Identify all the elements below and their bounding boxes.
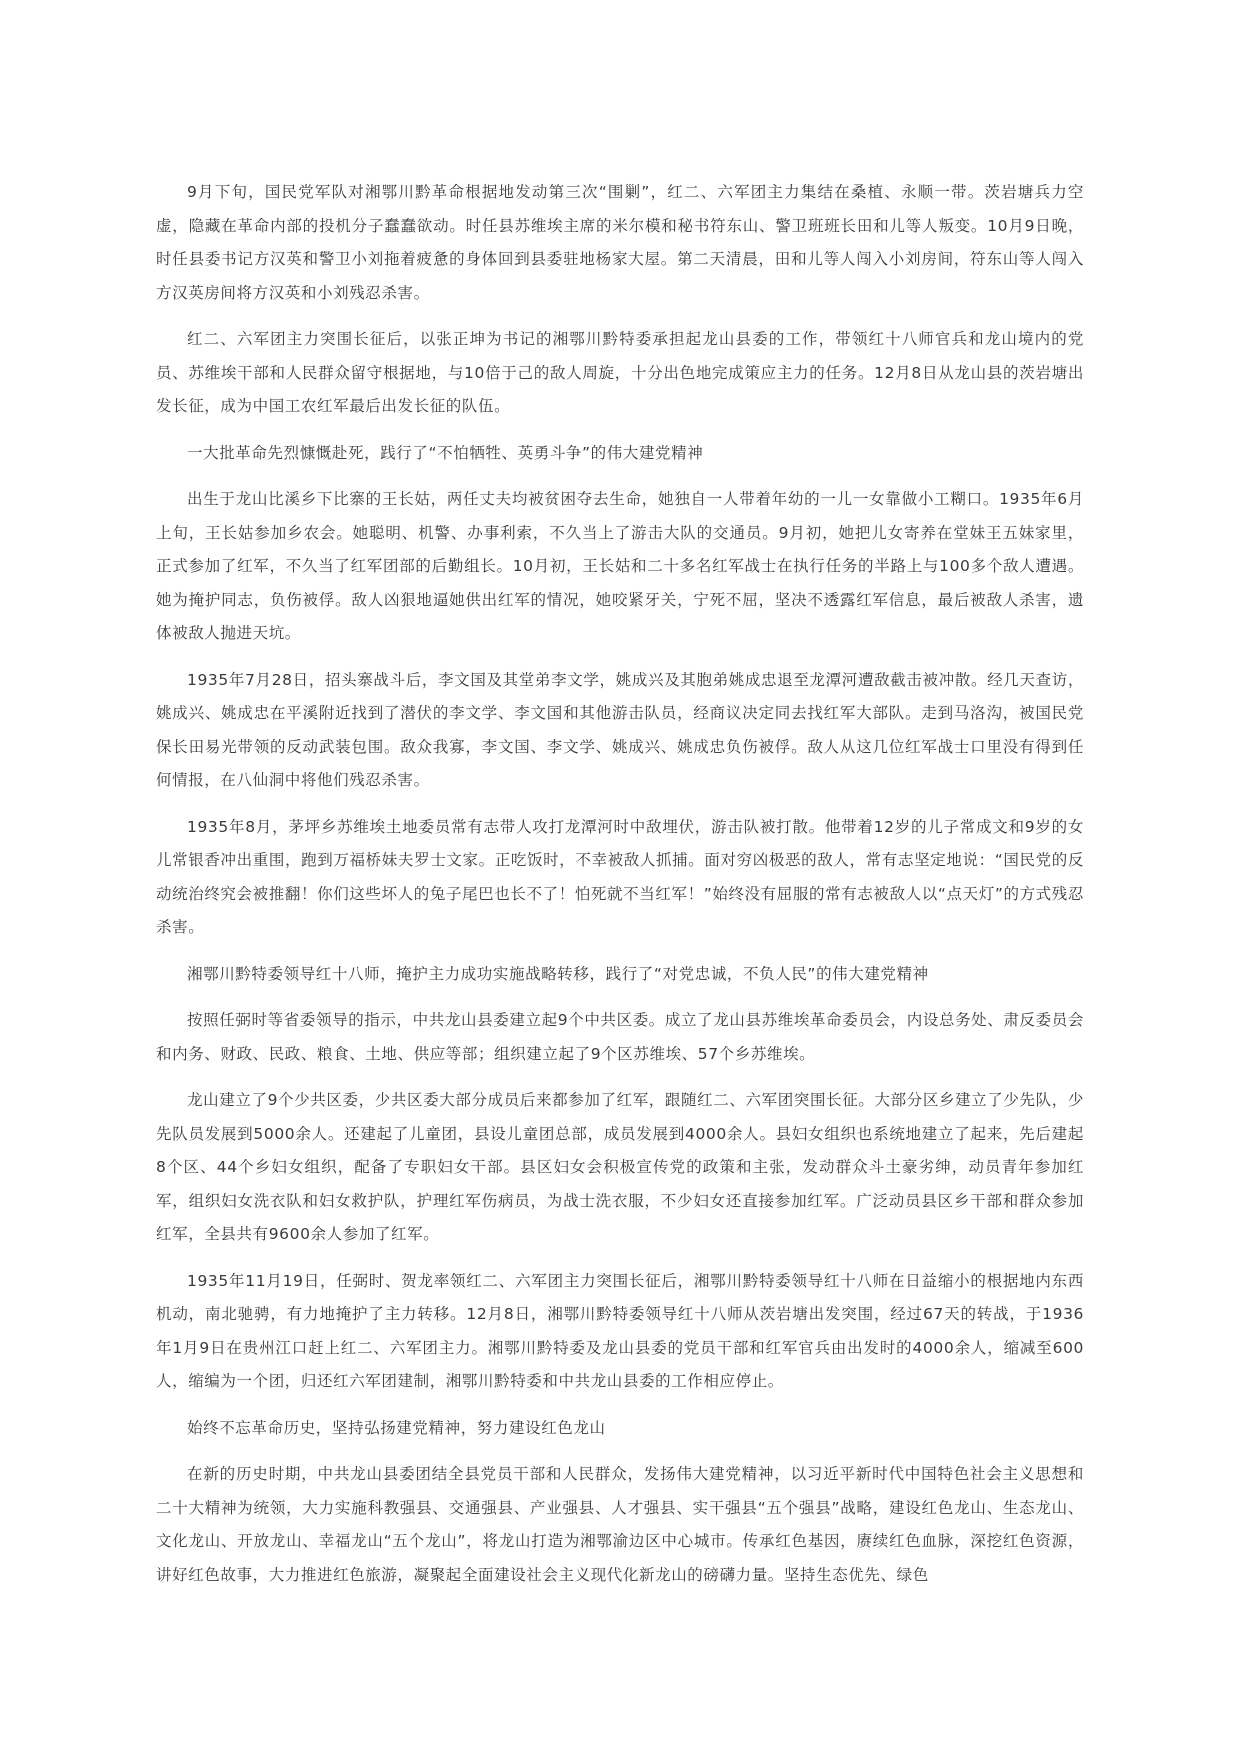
paragraph-district-committees: 按照任弼时等省委领导的指示，中共龙山县委建立起9个中共区委。成立了龙山县苏维埃革命委员会，内设总务处、肃反委员会和内务、财政、民政、粮食、土地、供应等部；组织建立起了9个区苏维埃、57个乡苏维埃。: [156, 1011, 1084, 1063]
paragraph-wang-changgu: 出生于龙山比溪乡下比寨的王长姑，两任丈夫均被贫困夺去生命，她独自一人带着年幼的一儿一女靠做小工糊口。1935年6月上旬，王长姑参加乡农会。她聪明、机警、办事利索，不久当上了游击大队的交通员。9月初，她把儿女寄养在堂妹王五妹家里，正式参加了红军，不久当了红军团部的后勤组长。10月初，王长姑和二十多名红军战士在执行任务的半路上与100多个敌人遭遇。她为掩护同志，负伤被俘。敌人凶狠地逼她供出红军的情况，她咬紧牙关，宁死不屈，坚决不透露红军信息，最后被敌人杀害，遗体被敌人抛进天坑。: [156, 490, 1084, 642]
section-heading-red-longshan: 始终不忘革命历史，坚持弘扬建党精神，努力建设红色龙山: [187, 1418, 606, 1437]
paragraph-third-encirclement: 9月下旬，国民党军队对湘鄂川黔革命根据地发动第三次“围剿”，红二、六军团主力集结在桑植、永顺一带。茨岩塘兵力空虚，隐藏在革命内部的投机分子蠢蠢欲动。时任县苏维埃主席的米尔模和秘书符东山、警卫班班长田和儿等人叛变。10月9日晚，时任县委书记方汉英和警卫小刘拖着疲惫的身体回到县委驻地杨家大屋。第二天清晨，田和儿等人闯入小刘房间，符东山等人闯入方汉英房间将方汉英和小刘残忍杀害。: [156, 183, 1084, 302]
section-heading-special-committee: 湘鄂川黔特委领导红十八师，掩护主力成功实施战略转移，践行了“对党忠诚，不负人民”的伟大建党精神: [187, 964, 929, 983]
paragraph-youth-organizations: 龙山建立了9个少共区委，少共区委大部分成员后来都参加了红军，跟随红二、六军团突围长征。大部分区乡建立了少先队，少先队员发展到5000余人。还建起了儿童团，县设儿童团总部，成员发展到4000余人。县妇女组织也系统地建立了起来，先后建起8个区、44个乡妇女组织，配备了专职妇女干部。县区妇女会积极宣传党的政策和主张，发动群众斗土豪劣绅，动员青年参加红军，组织妇女洗衣队和妇女救护队，护理红军伤病员，为战士洗衣服，不少妇女还直接参加红军。广泛动员县区乡干部和群众参加红军，全县共有9600余人参加了红军。: [156, 1091, 1084, 1243]
paragraph-long-march-departure: 红二、六军团主力突围长征后，以张正坤为书记的湘鄂川黔特委承担起龙山县委的工作，带领红十八师官兵和龙山境内的党员、苏维埃干部和人民群众留守根据地，与10倍于己的敌人周旋，十分出色地完成策应主力的任务。12月8日从龙山县的茨岩塘出发长征，成为中国工农红军最后出发长征的队伍。: [156, 330, 1084, 415]
paragraph-new-era: 在新的历史时期，中共龙山县委团结全县党员干部和人民群众，发扬伟大建党精神，以习近平新时代中国特色社会主义思想和二十大精神为统领，大力实施科教强县、交通强县、产业强县、人才强县、实干强县“五个强县”战略，建设红色龙山、生态龙山、文化龙山、开放龙山、幸福龙山“五个龙山”，将龙山打造为湘鄂渝边区中心城市。传承红色基因，赓续红色血脉，深挖红色资源，讲好红色故事，大力推进红色旅游，凝聚起全面建设社会主义现代化新龙山的磅礴力量。坚持生态优先、绿色: [156, 1465, 1084, 1584]
section-heading-martyrs: 一大批革命先烈慷慨赴死，践行了“不怕牺牲、英勇斗争”的伟大建党精神: [187, 443, 704, 462]
article-body: [156, 176, 1084, 1605]
paragraph-breakout: 1935年11月19日，任弼时、贺龙率领红二、六军团主力突围长征后，湘鄂川黔特委领导红十八师在日益缩小的根据地内东西机动，南北驰骋，有力地掩护了主力转移。12月8日，湘鄂川黔特委领导红十八师从茨岩塘出发突围，经过67天的转战，于1936年1月9日在贵州江口赶上红二、六军团主力。湘鄂川黔特委及龙山县委的党员干部和红军官兵由出发时的4000余人，缩减至600人，缩编为一个团，归还红六军团建制，湘鄂川黔特委和中共龙山县委的工作相应停止。: [156, 1271, 1084, 1390]
paragraph-chang-youzhi: 1935年8月，茅坪乡苏维埃土地委员常有志带人攻打龙潭河时中敌埋伏，游击队被打散。他带着12岁的儿子常成文和9岁的女儿常银香冲出重围，跑到万福桥妹夫罗士文家。正吃饭时，不幸被敌人抓捕。面对穷凶极恶的敌人，常有志坚定地说：“国民党的反动统治终究会被推翻！你们这些坏人的兔子尾巴也长不了！怕死就不当红军！”始终没有屈服的常有志被敌人以“点天灯”的方式残忍杀害。: [156, 817, 1084, 936]
paragraph-li-wenguo: 1935年7月28日，招头寨战斗后，李文国及其堂弟李文学，姚成兴及其胞弟姚成忠退至龙潭河遭敌截击被冲散。经几天查访，姚成兴、姚成忠在平溪附近找到了潜伏的李文学、李文国和其他游击队员，经商议决定同去找红军大部队。走到马洛沟，被国民党保长田易光带领的反动武装包围。敌众我寡，李文国、李文学、姚成兴、姚成忠负伤被俘。敌人从这几位红军战士口里没有得到任何情报，在八仙洞中将他们残忍杀害。: [156, 670, 1084, 789]
